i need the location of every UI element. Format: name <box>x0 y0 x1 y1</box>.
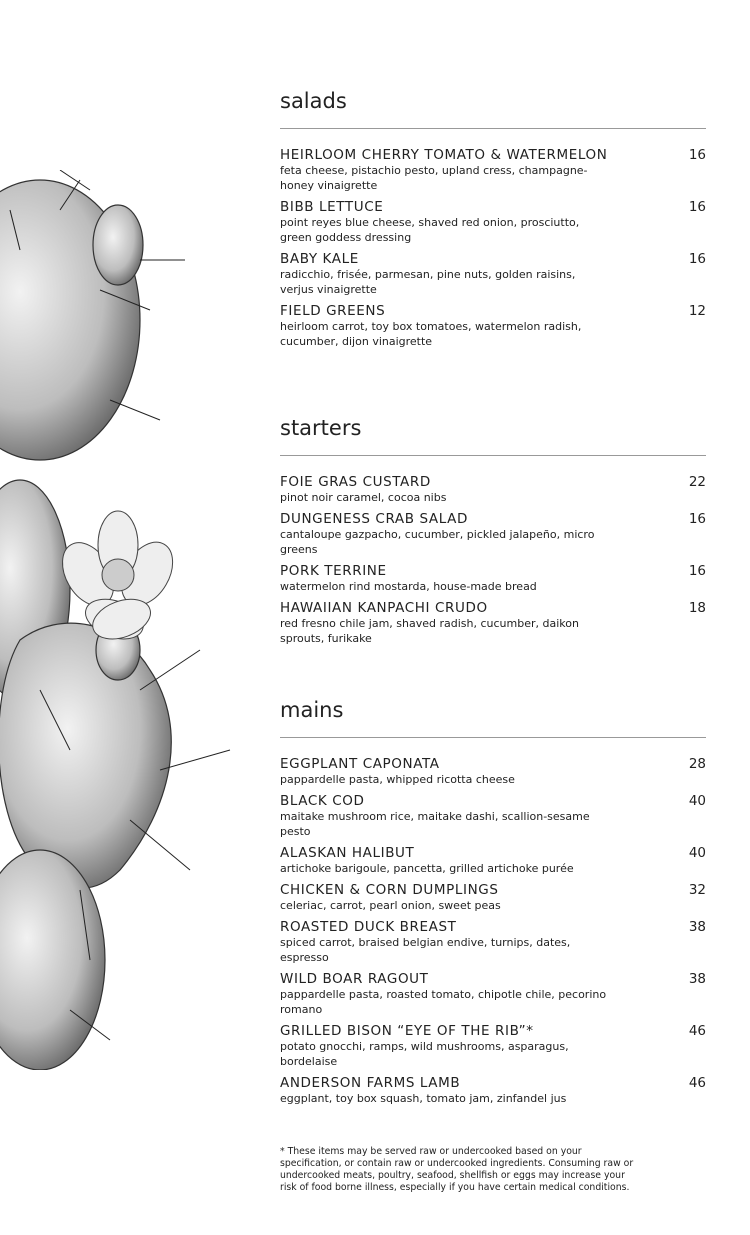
item-name: EGGPLANT CAPONATA <box>280 756 440 772</box>
menu-item <box>280 511 706 557</box>
item-description: radicchio, frisée, parmesan, pine nuts, golden raisins, verjus vinaigrette <box>280 268 576 296</box>
item-price: 46 <box>688 1023 706 1039</box>
item-price: 16 <box>688 563 706 579</box>
item-description: maitake mushroom rice, maitake dashi, scallion-sesame pesto <box>280 810 590 838</box>
menu-item <box>280 845 706 876</box>
menu-item <box>280 600 706 646</box>
item-price: 12 <box>688 303 706 319</box>
item-description: red fresno chile jam, shaved radish, cucumber, daikon sprouts, furikake <box>280 617 579 645</box>
item-price: 40 <box>688 793 706 809</box>
footnote: * These items may be served raw or undercooked based on your specification, or contain raw or undercooked ingredients. Consuming raw or undercooked meats, poultry, seafood, shellfish or eggs may increase your risk of food borne illness, especially if you have certain medical conditions. <box>280 1146 634 1193</box>
cactus-illustration <box>0 170 250 1070</box>
item-name: CHICKEN & CORN DUMPLINGS <box>280 882 499 898</box>
item-price: 40 <box>688 845 706 861</box>
item-name: WILD BOAR RAGOUT <box>280 971 429 987</box>
item-price: 22 <box>688 474 706 490</box>
item-description: watermelon rind mostarda, house-made bread <box>280 580 537 593</box>
item-description: celeriac, carrot, pearl onion, sweet peas <box>280 899 501 912</box>
item-price: 38 <box>688 919 706 935</box>
item-price: 16 <box>688 511 706 527</box>
item-name: HAWAIIAN KANPACHI CRUDO <box>280 600 488 616</box>
item-description: artichoke barigoule, pancetta, grilled artichoke purée <box>280 862 574 875</box>
divider <box>280 128 706 129</box>
section-starters <box>280 413 706 652</box>
item-name: ANDERSON FARMS LAMB <box>280 1075 461 1091</box>
item-price: 16 <box>688 251 706 267</box>
item-name: BIBB LETTUCE <box>280 199 384 215</box>
item-description: potato gnocchi, ramps, wild mushrooms, asparagus, bordelaise <box>280 1040 569 1068</box>
item-description: feta cheese, pistachio pesto, upland cress, champagne-honey vinaigrette <box>280 164 588 192</box>
item-description: pappardelle pasta, roasted tomato, chipotle chile, pecorino romano <box>280 988 607 1016</box>
item-price: 18 <box>688 600 706 616</box>
menu-item <box>280 793 706 839</box>
item-description: pappardelle pasta, whipped ricotta cheese <box>280 773 515 786</box>
item-price: 28 <box>688 756 706 772</box>
menu-item <box>280 563 706 594</box>
menu-item <box>280 251 706 297</box>
item-name: GRILLED BISON “EYE OF THE RIB”* <box>280 1023 534 1039</box>
item-name: FOIE GRAS CUSTARD <box>280 474 431 490</box>
menu-item <box>280 919 706 965</box>
item-name: DUNGENESS CRAB SALAD <box>280 511 468 527</box>
item-description: spiced carrot, braised belgian endive, turnips, dates, espresso <box>280 936 571 964</box>
item-description: cantaloupe gazpacho, cucumber, pickled jalapeño, micro greens <box>280 528 595 556</box>
section-title: salads <box>280 89 347 113</box>
menu-item <box>280 971 706 1017</box>
menu-item <box>280 199 706 245</box>
item-name: ROASTED DUCK BREAST <box>280 919 457 935</box>
item-name: FIELD GREENS <box>280 303 386 319</box>
item-description: heirloom carrot, toy box tomatoes, watermelon radish, cucumber, dijon vinaigrette <box>280 320 582 348</box>
item-name: HEIRLOOM CHERRY TOMATO & WATERMELON <box>280 147 608 163</box>
section-title: mains <box>280 698 344 722</box>
item-description: pinot noir caramel, cocoa nibs <box>280 491 447 504</box>
menu-item <box>280 756 706 787</box>
item-name: BLACK COD <box>280 793 365 809</box>
menu-item <box>280 303 706 349</box>
item-name: BABY KALE <box>280 251 359 267</box>
menu-item <box>280 147 706 193</box>
item-description: eggplant, toy box squash, tomato jam, zinfandel jus <box>280 1092 567 1105</box>
item-price: 16 <box>688 199 706 215</box>
item-description: point reyes blue cheese, shaved red onion, prosciutto, green goddess dressing <box>280 216 580 244</box>
section-mains <box>280 695 706 1112</box>
item-price: 46 <box>688 1075 706 1091</box>
menu-item <box>280 1075 706 1106</box>
divider <box>280 737 706 738</box>
menu-item <box>280 1023 706 1069</box>
item-price: 38 <box>688 971 706 987</box>
item-price: 16 <box>688 147 706 163</box>
menu-item <box>280 474 706 505</box>
divider <box>280 455 706 456</box>
menu-item <box>280 882 706 913</box>
section-title: starters <box>280 416 362 440</box>
item-name: PORK TERRINE <box>280 563 387 579</box>
item-price: 32 <box>688 882 706 898</box>
section-salads <box>280 86 706 355</box>
item-name: ALASKAN HALIBUT <box>280 845 415 861</box>
